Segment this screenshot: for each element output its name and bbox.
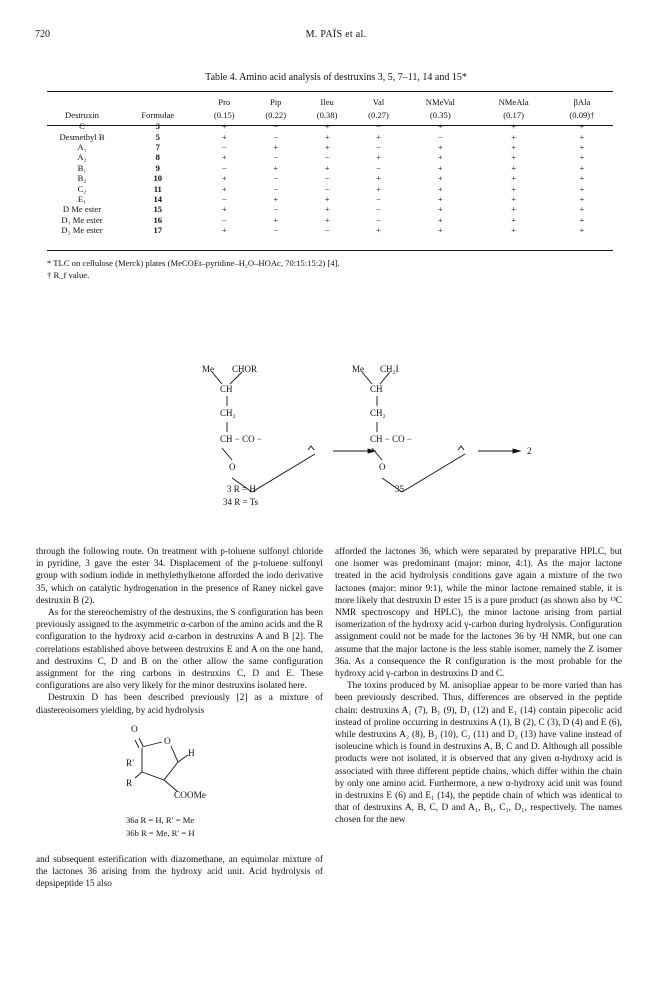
lactone-r: R [126,778,133,789]
table-row [47,142,613,152]
table-row [47,204,613,214]
table-cell: − [324,225,330,236]
table-cell: − [273,173,279,184]
table-row [47,121,613,131]
table-cell: 10 [153,173,163,184]
table-cell: − [437,131,443,142]
scheme-product-label: 2 [527,446,532,456]
table-cell: + [511,152,517,163]
table-cell: + [579,121,585,132]
table-cell: − [376,162,381,173]
table-column-header: Val [372,96,385,107]
table-top-rule [47,91,613,92]
scheme-left-chco: CH − CO − [220,434,262,444]
table-cell: + [221,152,227,163]
table-cell: 17 [153,225,163,236]
table-column-rf: (0.35) [429,109,451,120]
lactone-structure [36,720,323,852]
table-cell: − [273,204,279,215]
table-cell: + [324,193,330,204]
reaction-scheme [190,360,610,510]
table-cell: C [79,121,85,132]
table-column-header [117,95,199,108]
scheme-left-me: Me [202,364,214,374]
table-cell: + [437,193,443,204]
table-cell: + [579,214,585,225]
table-cell: − [273,131,279,142]
table-column-rf: (0.22) [265,109,287,120]
table-cell: + [579,183,585,194]
table-cell: + [437,162,443,173]
table-cell: + [579,225,585,236]
table-cell: + [579,152,585,163]
table-cell: − [221,162,227,173]
table-cell: + [221,121,227,132]
table-cell: + [579,173,585,184]
left-paragraph-3: Destruxin D has been described previously [2] as a mixture of diastereoisomers yielding, by acid hydrolysis [36,693,323,716]
table-cell: + [437,152,443,163]
scheme-left-label-2: 34 R = Ts [223,497,259,507]
table-cell: + [437,214,443,225]
scheme-right-chco: CH − CO − [370,434,412,444]
left-paragraph-1: through the following route. On treatment with p-toluene sulfonyl chloride in pyridine, 3 gave the ester 34. Displacement of the p-toluene sulfonyl group with sodium iodide in methylethylketone afforded the iodo derivative 35, which on catalytic hydrogenation in the presence of Raney nickel gave destruxin B (2). [36,547,323,606]
table-column-rf: (0.27) [368,109,389,120]
table-column-header: NMeAla [498,96,529,107]
scheme-right-ch2: CH₂ [370,408,386,418]
table-cell: − [376,141,381,152]
scheme-right-label: 35 [395,484,404,494]
table-cell: + [221,204,227,215]
page-number: 720 [35,29,50,40]
lactone-label-36b: 36b R = Me, R′ = H [126,827,195,838]
table-cell: − [221,193,227,204]
table-cell: A₁ [77,141,87,152]
table-cell: + [324,131,330,142]
left-paragraph-2: As for the stereochemistry of the destruxins, the S configuration has been previously assigned to the asymmetric α-carbon of the amino acids and the R configuration to the hydroxy acid α-carbon in destruxins A and B [2]. The correlations established above between destruxins E and A on the one hand, and destruxins C, D and B on the other allow the same configuration assignment for the ring carbons in destruxins C, D and E. These configurations are also very likely for the minor destruxins isolated here. [36,608,323,692]
table-cell: + [511,214,517,225]
table-cell: 7 [155,141,160,152]
table-cell: − [324,183,330,194]
table-cell: + [511,131,517,142]
table-cell: E₁ [77,193,87,204]
table-column-rf: Destruxin [65,109,99,120]
table-cell: 9 [155,162,160,173]
table-column-rf: (0.38) [316,109,338,120]
table-cell: − [221,141,227,152]
table-cell: B₂ [77,173,87,184]
table-cell: + [511,193,517,204]
table-cell: − [376,204,381,215]
table-cell: + [376,173,381,184]
right-paragraph-2: The toxins produced by M. anisopliae appear to be more varied than has been previously described. Thus, differences are observed in the peptide chain: destruxins A₁ (7), B₁ (9), D₁ (12) and E₁ (14) contain pipecolic acid instead of proline occurring in destruxins A (1), B (2), C (3), D (4) and E (6), while destruxins A₂ (8), B₂ (10), C₂ (11) and D₂ (13) have valine instead of isoleucine which is found in destruxins A, B, C and D. Although all possible products were not isolated, it is observed that any given α-hydroxy acid is associated with three different peptide chains, which differ within the chain by only one amino acid. Furthermore, a new α-hydroxy acid unit was found in destruxins E (6) and E₁ (14), the peptide chain of which was identical to that of destruxins A, B, C, D and A₁, B₁, C₁, D₁, respectively. The names chosen for the new [335,681,622,826]
table-row [47,215,613,225]
table-cell: − [273,121,279,132]
table-footnote-rf: † R_f value. [47,270,90,280]
lactone-coome: COOMe [174,790,207,801]
table-cell: + [376,152,381,163]
table-cell: + [324,204,330,215]
table-cell: + [437,225,443,236]
running-title: M. PAÏS et al. [305,29,367,40]
table-cell: 15 [153,204,163,215]
table-cell: 11 [153,183,162,194]
table-cell: 14 [153,193,163,204]
table-cell: + [579,141,585,152]
table-cell: 5 [155,131,160,142]
table-cell: + [511,121,517,132]
table-cell: B₁ [77,162,87,173]
table-cell: − [221,214,227,225]
table-cell: + [221,173,227,184]
table-cell: D₂ Me ester [61,225,103,236]
table-cell: + [221,183,227,194]
scheme-right-ch: CH [370,384,383,394]
table-cell: − [273,225,279,236]
table-cell: + [324,162,330,173]
table-cell: + [376,225,381,236]
scheme-left-label-1: 3 R = H [227,484,256,494]
table-row [47,194,613,204]
table-cell: + [437,141,443,152]
table-cell: + [437,173,443,184]
table-cell: + [221,225,227,236]
table-cell: + [511,225,517,236]
table-cell: A₂ [77,152,87,163]
table-row [47,173,613,183]
table-cell: C₂ [77,183,87,194]
table-row [47,163,613,173]
table-cell: − [273,152,279,163]
table-cell: + [579,162,585,173]
table-cell: + [511,141,517,152]
table-column-header: Pip [269,96,282,107]
table-cell: − [376,193,381,204]
scheme-right-me: Me [352,364,364,374]
table-cell: + [437,204,443,215]
table-cell: + [579,193,585,204]
table-cell: + [511,204,517,215]
table-cell: D Me ester [62,204,102,215]
table-column-header [47,95,117,108]
lactone-label-36a: 36a R = H, R′ = Me [126,814,195,825]
table-cell: − [324,173,330,184]
table-cell: D₁ Me ester [61,214,103,225]
lactone-r-prime: R′ [126,758,135,769]
table-cell: + [324,214,330,225]
table-column-rf: (0.09)† [569,109,595,120]
table-cell: 16 [153,214,163,225]
table-column-rf: (0.15) [213,109,235,120]
table-row [47,225,613,235]
table-cell: + [273,141,279,152]
table-column-rf: Formulae [141,109,175,120]
scheme-left-ch: CH [220,384,233,394]
table-row [47,183,613,193]
table-row [47,152,613,162]
lactone-h: H [188,748,195,759]
table-bottom-rule [47,250,613,251]
table-footnote-tlc: * TLC on cellulose (Merck) plates (MeCOEt–pyridine–H₂O–HOAc, 70:15:15:2) [4]. [47,258,340,268]
table-cell: − [376,214,381,225]
table-cell: + [511,173,517,184]
left-paragraph-4: and subsequent esterification with diazomethane, an equimolar mixture of the lactones 36 arising from the hydroxy acid unit. Acid hydrolysis of depsipeptide 15 also [36,854,323,890]
scheme-left-o: O [229,462,236,472]
table-cell: + [437,183,443,194]
lactone-carbonyl-o: O [131,724,138,735]
scheme-right-ch2i: CH₂I [380,364,399,374]
table-cell: + [221,131,227,142]
scheme-left-ch2: CH₂ [220,408,236,418]
right-paragraph-1: afforded the lactones 36, which were separated by preparative HPLC, but one isomer was predominant (major: minor, 4:1). As the major lactone treated in the acid hydrolysis conditions gave again a mixture of the two lactones (major: minor 9:1), while the minor lactone remained stable, it is more likely that destruxin D ester 15 is a pure product (as shown also by ¹³C NMR spectroscopy and HPLC), the minor lactone arising from partial isomerization of the hydroxy acid γ-carbon during hydrolysis. Configuration assignment could not be made for the lactones 36 by ¹H NMR, but one can assume that the major lactone is the less stable isomer, namely the Z isomer 36a. As a consequence the R configuration is the most probable for the hydroxy acid γ-carbon in destruxins D and C. [335,547,622,680]
right-column [335,546,622,827]
amino-acid-table [47,95,613,235]
table-cell: − [324,152,330,163]
table-caption: Table 4. Amino acid analysis of destruxins 3, 5, 7–11, 14 and 15* [205,72,467,83]
table-column-rf: (0.17) [503,109,524,120]
table-cell: + [511,162,517,173]
table-cell: + [511,183,517,194]
scheme-left-chor: CHOR [232,364,258,374]
table-cell: + [376,131,381,142]
left-column [36,546,323,890]
table-cell: + [437,121,443,132]
table-cell: + [324,141,330,152]
table-cell: − [273,183,279,194]
table-column-header: βAla [573,96,591,107]
table-cell: + [579,204,585,215]
table-cell: + [273,193,279,204]
table-cell: Desmethyl B [59,131,105,142]
table-cell: + [273,162,279,173]
table-cell: − [376,121,381,132]
table-cell: 3 [155,121,160,132]
table-row [47,131,613,141]
table-cell: + [376,183,381,194]
table-cell: 8 [155,152,160,163]
lactone-ring-o: O [164,736,171,747]
table-cell: + [324,121,330,132]
table-column-header: Pro [218,96,231,107]
scheme-right-o: O [379,462,386,472]
table-cell: + [273,214,279,225]
table-cell: + [579,131,585,142]
table-column-header: Ileu [320,96,334,107]
table-column-header: NMeVal [425,96,455,107]
